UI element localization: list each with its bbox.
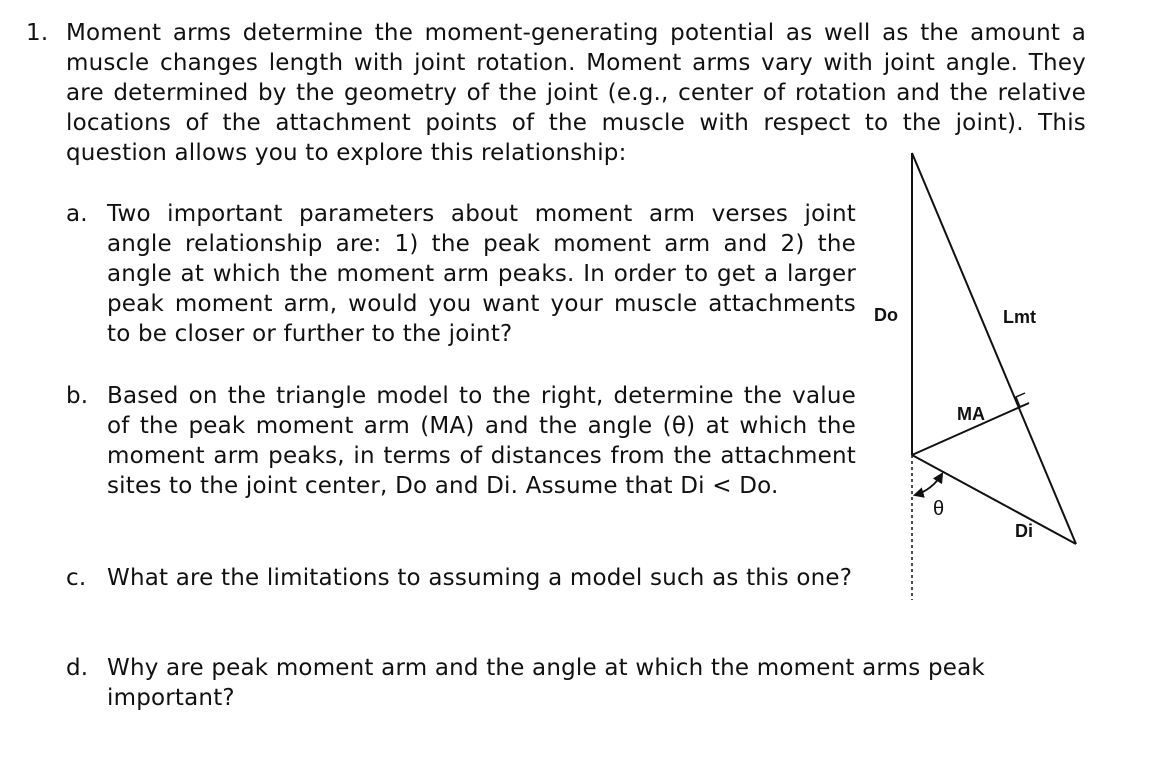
lmt-label: Lmt — [1003, 307, 1036, 327]
part-a-text: Two important parameters about moment arm verses joint angle relationship are: 1) the peak moment arm and 2) the angle at which the moment arm peaks. In order to get a larger peak moment arm, would you want your muscle attachments to be closer or further to the joint? — [107, 201, 856, 347]
part-d-text: Why are peak moment arm and the angle at which the moment arms peak important? — [107, 655, 985, 711]
do-label: Do — [874, 305, 898, 325]
part-b-label: b. — [66, 383, 89, 409]
part-a — [66, 199, 856, 349]
theta-arc — [915, 474, 942, 495]
di-label: Di — [1015, 521, 1033, 541]
ma-label: MA — [957, 404, 985, 424]
theta-label: θ — [933, 498, 945, 520]
question-intro: Moment arms determine the moment-generating potential as well as the amount a muscle changes length with joint rotation. Moment arms vary with joint angle. They are determined by the geometry of the joint (e.g., center of rotation and the relative locations of the attachment points of the muscle with respect to the joint). This question allows you to explore this relationship: — [66, 20, 1086, 166]
part-c-text: What are the limitations to assuming a model such as this one? — [107, 565, 853, 591]
part-c-label: c. — [66, 565, 87, 591]
part-c — [66, 563, 856, 593]
lmt-line — [912, 153, 1076, 544]
triangle-model-diagram — [870, 150, 1085, 605]
part-d-label: d. — [66, 655, 89, 681]
part-b — [66, 381, 856, 501]
question-1 — [26, 18, 1086, 168]
part-b-text: Based on the triangle model to the right, determine the value of the peak moment arm (MA) and the angle (θ) at which the moment arm peaks, in terms of distances from the attachment sites to the joint center, Do and Di. Assume that Di < Do. — [107, 383, 856, 499]
question-number: 1. — [26, 20, 49, 46]
part-d — [66, 653, 1086, 713]
part-a-label: a. — [66, 201, 88, 227]
